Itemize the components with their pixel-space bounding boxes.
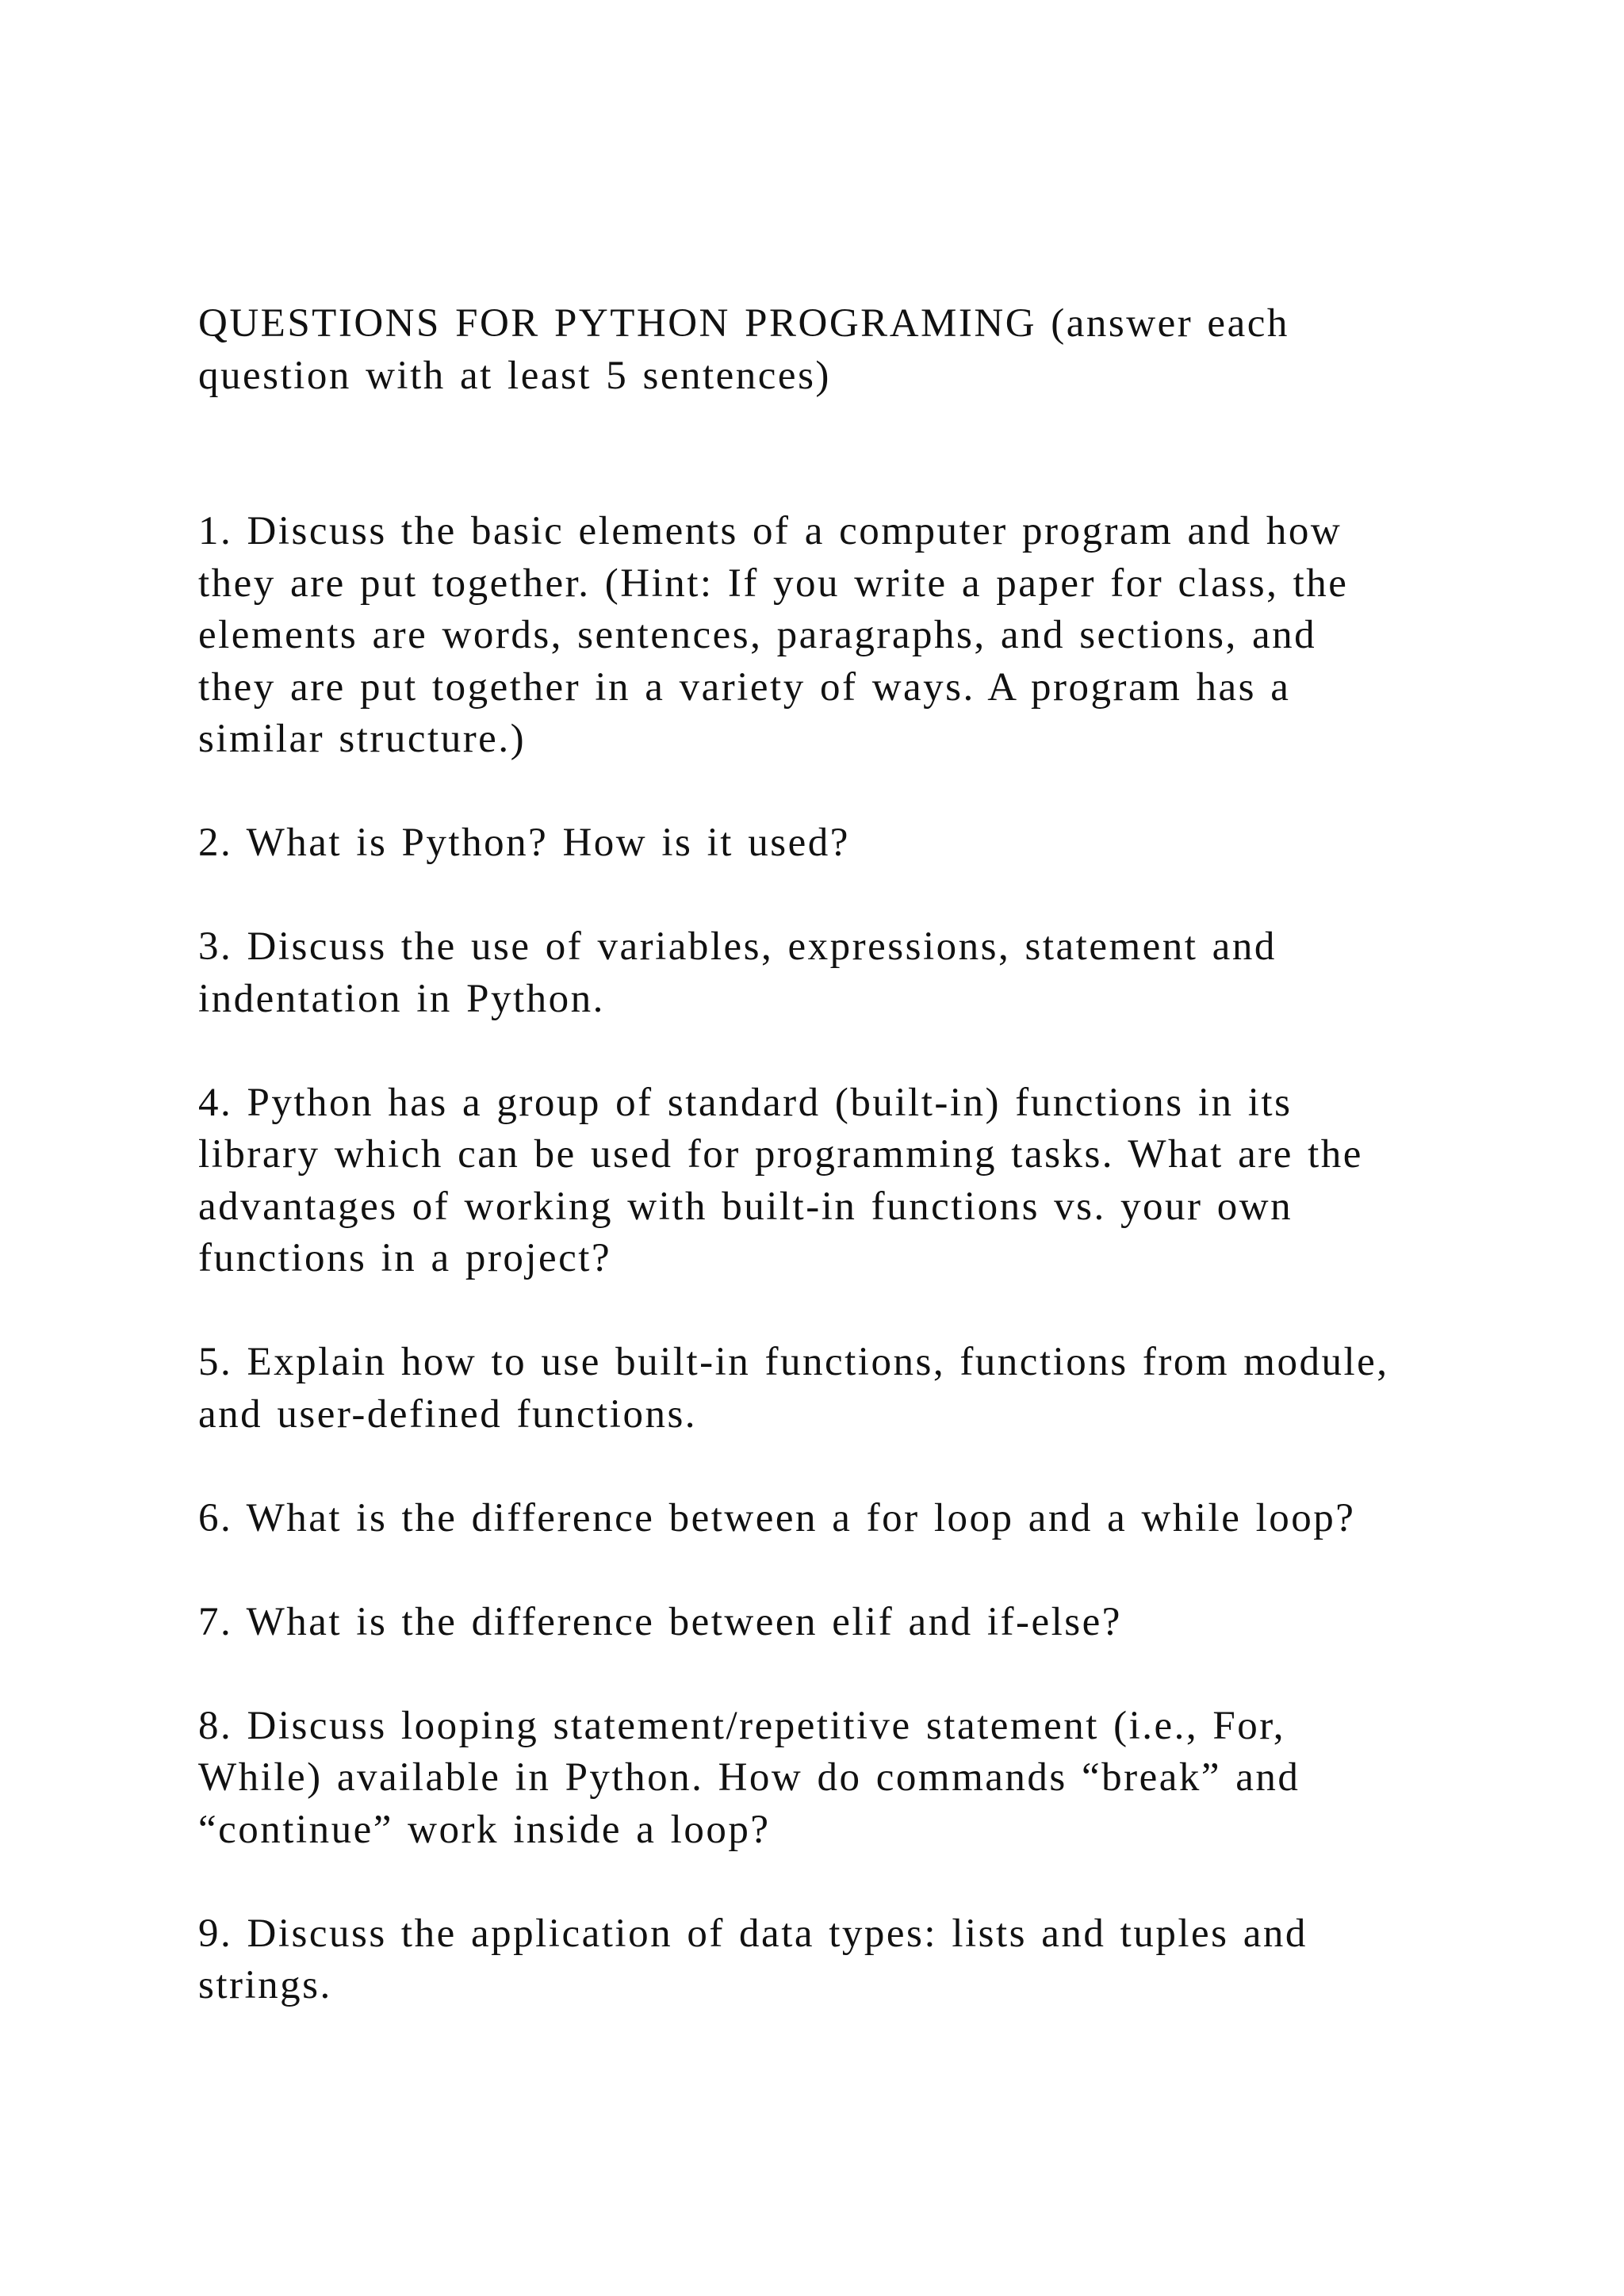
question-4 — [198, 1077, 1467, 1285]
question-line: advantages of working with built-in functions vs. your own — [198, 1184, 1293, 1229]
question-line: 5. Explain how to use built-in functions, functions from module, — [198, 1340, 1389, 1384]
question-line: and user-defined functions. — [198, 1391, 698, 1437]
question-line: they are put together in a variety of ways. A program has a — [198, 664, 1291, 710]
question-line: 9. Discuss the application of data types: lists and tuples and — [198, 1911, 1308, 1956]
spacer — [198, 870, 1467, 922]
question-line: elements are words, sentences, paragraphs, and sections, and — [198, 613, 1317, 657]
spacer — [198, 1856, 1467, 1908]
spacer — [198, 1025, 1467, 1077]
document-body — [198, 298, 1467, 2012]
spacer — [198, 1441, 1467, 1493]
question-5 — [198, 1337, 1467, 1441]
spacer — [198, 766, 1467, 818]
question-line: While) available in Python. How do commands “break” and — [198, 1755, 1300, 1800]
question-line: 7. What is the difference between elif and if-else? — [198, 1599, 1122, 1644]
spacer — [198, 402, 1467, 506]
question-9 — [198, 1908, 1467, 2012]
question-line: 4. Python has a group of standard (built-in) functions in its — [198, 1080, 1293, 1125]
question-line: indentation in Python. — [198, 976, 605, 1021]
question-line: similar structure.) — [198, 717, 527, 761]
question-line: library which can be used for programming tasks. What are the — [198, 1132, 1363, 1177]
heading-line: question with at least 5 sentences) — [198, 353, 831, 398]
heading-line: QUESTIONS FOR PYTHON PROGRAMING (answer each — [198, 301, 1289, 346]
question-line: 6. What is the difference between a for loop and a while loop? — [198, 1495, 1356, 1540]
question-line: 3. Discuss the use of variables, expressions, statement and — [198, 924, 1277, 969]
question-3 — [198, 921, 1467, 1025]
question-line: they are put together. (Hint: If you write a paper for class, the — [198, 561, 1349, 606]
question-8 — [198, 1701, 1467, 1857]
question-line: strings. — [198, 1963, 332, 2007]
spacer — [198, 1544, 1467, 1597]
question-line: 8. Discuss looping statement/repetitive statement (i.e., For, — [198, 1703, 1285, 1748]
question-2 — [198, 817, 1467, 870]
question-line: 1. Discuss the basic elements of a computer program and how — [198, 509, 1342, 553]
question-6 — [198, 1493, 1467, 1545]
spacer — [198, 1648, 1467, 1701]
document-heading — [198, 298, 1467, 402]
question-line: “continue” work inside a loop? — [198, 1807, 771, 1852]
question-1 — [198, 506, 1467, 766]
spacer — [198, 1285, 1467, 1337]
question-line: 2. What is Python? How is it used? — [198, 821, 850, 865]
question-line: functions in a project? — [198, 1236, 612, 1280]
question-7 — [198, 1597, 1467, 1649]
